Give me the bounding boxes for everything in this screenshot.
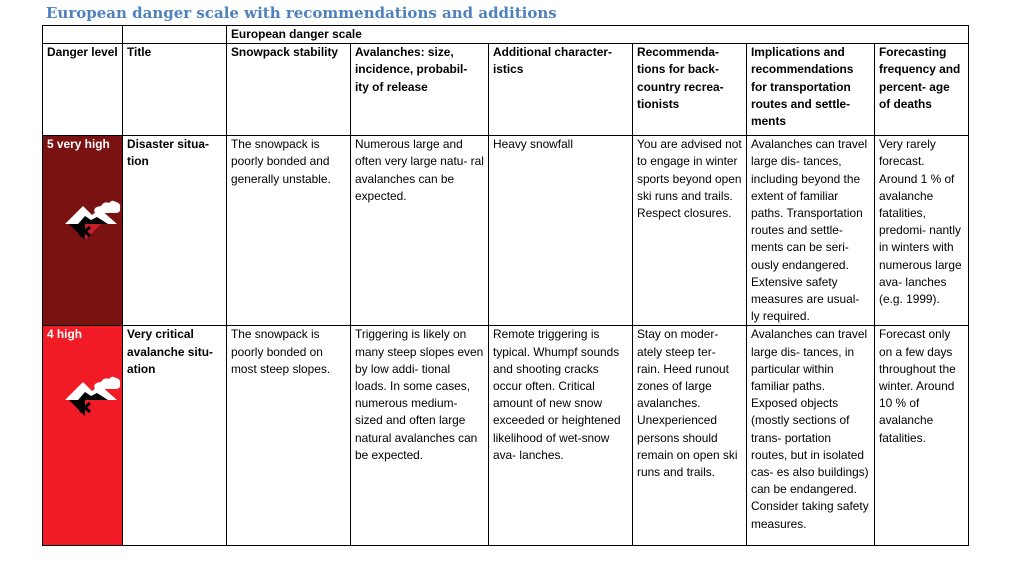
super-header: European danger scale (227, 26, 969, 44)
avalanche-danger-level-5-icon (65, 196, 121, 240)
additional-characteristics-cell: Heavy snowfall (489, 136, 633, 326)
header-recreationists: Recommenda- tions for back- country recrea- tionists (633, 44, 747, 136)
transportation-cell: Avalanches can travel large dis- tances, including beyond the extent of familiar paths. Transportation routes and settle- ments can be seri- ously endangered. Extensive safety measures are usual- ly required. (747, 136, 875, 326)
recreationists-cell: Stay on moder- ately steep ter- rain. Heed runout zones of large avalanches. Unexperienced persons should remain on open ski runs and trails. (633, 326, 747, 546)
danger-level-label: 5 very high (47, 137, 110, 152)
snowpack-stability-cell: The snowpack is poorly bonded on most steep slopes. (227, 326, 351, 546)
header-forecasting: Forecasting frequency and percent- age of deaths (875, 44, 969, 136)
danger-level-cell (43, 326, 123, 546)
header-additional-characteristics: Additional character- istics (489, 44, 633, 136)
header-danger-level: Danger level (43, 44, 123, 136)
header-snowpack-stability: Snowpack stability (227, 44, 351, 136)
row-title: Disaster situa- tion (123, 136, 227, 326)
transportation-cell: Avalanches can travel large dis- tances, in particular within familiar paths. Exposed objects (mostly sections of trans- portation routes, but in isolated cas- es also buildings) can be endangered. Consider taking safety measures. (747, 326, 875, 546)
header-transportation: Implications and recommendations for transportation routes and settle- ments (747, 44, 875, 136)
danger-scale-table (42, 25, 969, 546)
page-title: European danger scale with recommendations and additions (46, 4, 557, 22)
avalanches-cell: Numerous large and often very large natu- ral avalanches can be expected. (351, 136, 489, 326)
danger-level-label: 4 high (47, 327, 83, 342)
forecasting-cell: Very rarely forecast. Around 1 % of avalanche fatalities, predomi- nantly in winters with numerous large ava- lanches (e.g. 1999). (875, 136, 969, 326)
recreationists-cell: You are advised not to engage in winter sports beyond open ski runs and trails. Respect closures. (633, 136, 747, 326)
additional-characteristics-cell: Remote triggering is typical. Whumpf sounds and shooting cracks occur often. Critical amount of new snow exceeded or heightened likelihood of wet-snow ava- lanches. (489, 326, 633, 546)
super-header-row (43, 26, 969, 44)
header-avalanches: Avalanches: size, incidence, probabil- ity of release (351, 44, 489, 136)
forecasting-cell: Forecast only on a few days throughout the winter. Around 10 % of avalanche fatalities. (875, 326, 969, 546)
danger-level-cell (43, 136, 123, 326)
row-title: Very critical avalanche situ- ation (123, 326, 227, 546)
header-row (43, 44, 969, 136)
table-row (43, 136, 969, 326)
avalanche-danger-level-4-icon (65, 372, 121, 416)
header-title: Title (123, 44, 227, 136)
table-row (43, 326, 969, 546)
avalanches-cell: Triggering is likely on many steep slopes even by low addi- tional loads. In some cases, numerous medium-sized and often large natural avalanches can be expected. (351, 326, 489, 546)
snowpack-stability-cell: The snowpack is poorly bonded and generally unstable. (227, 136, 351, 326)
